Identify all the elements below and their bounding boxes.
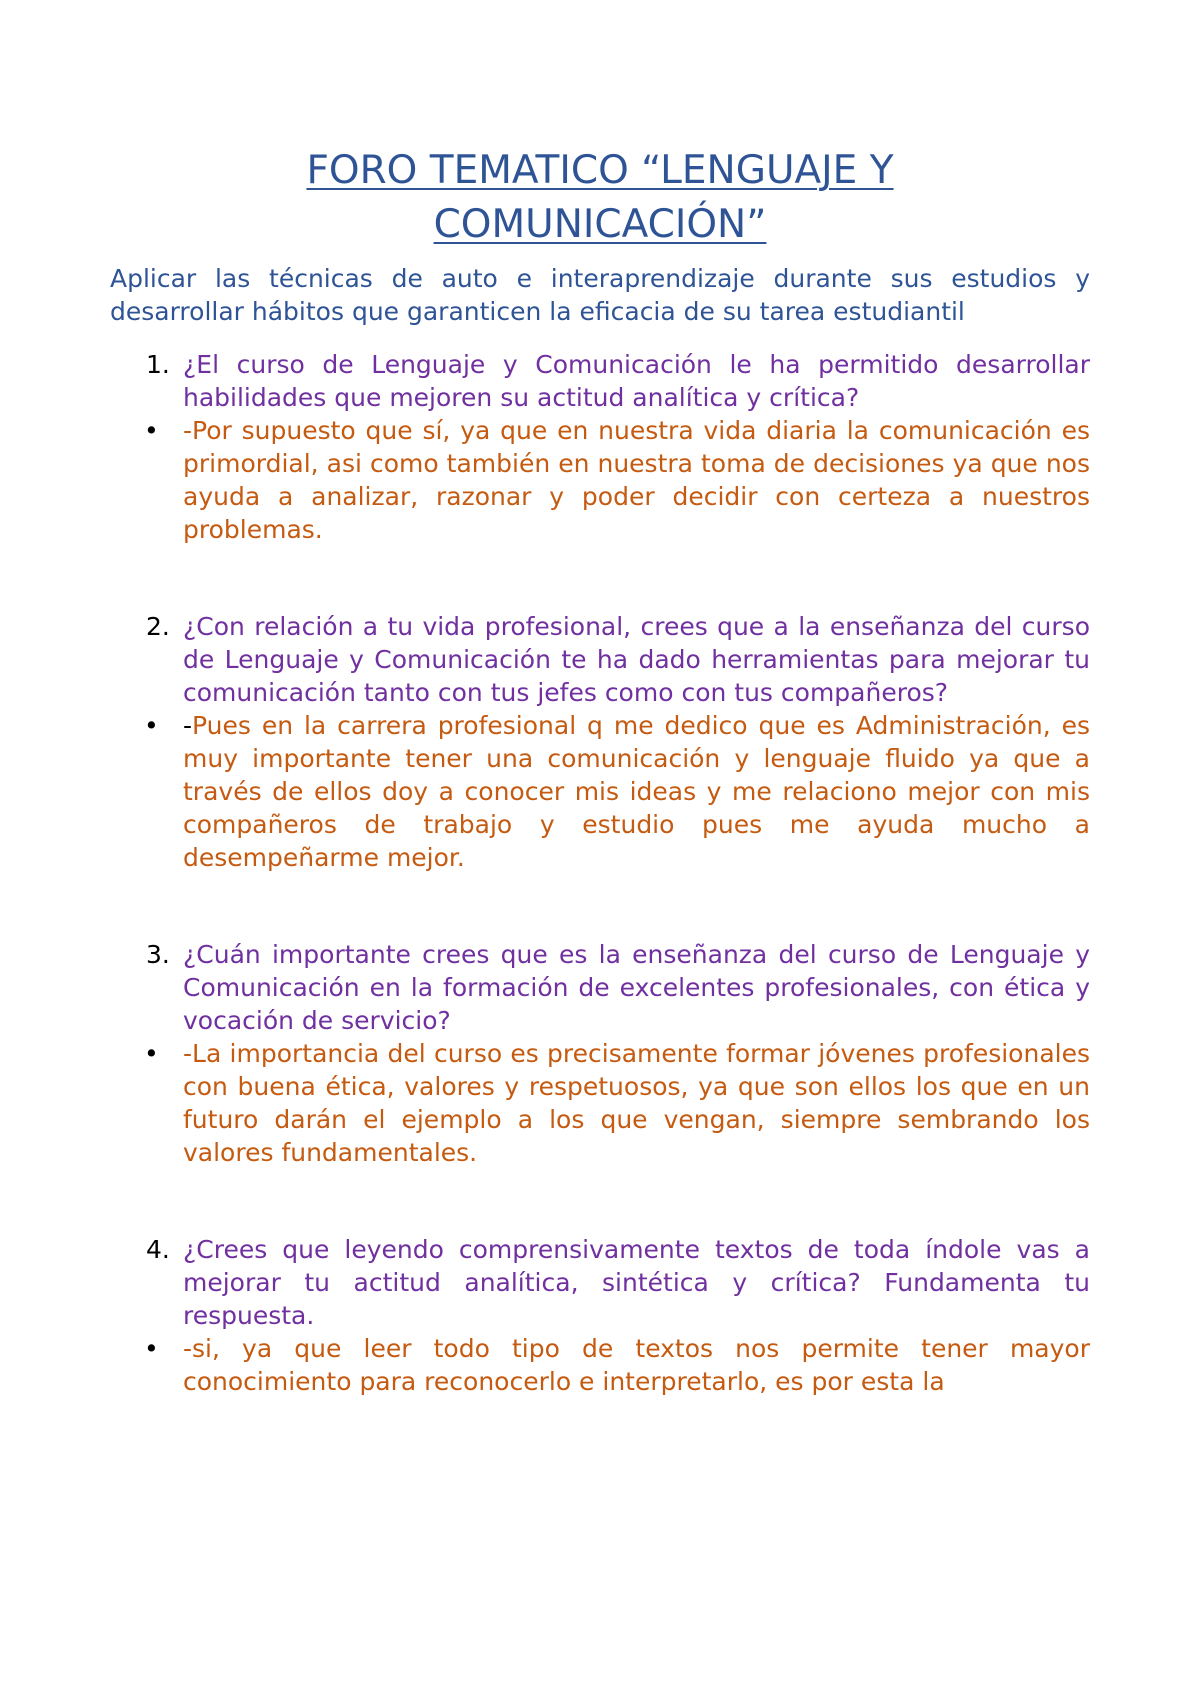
qa-item-1	[110, 348, 1090, 546]
question-1	[110, 348, 1090, 414]
question-3	[110, 938, 1090, 1037]
title-line-1: FORO TEMATICO “LENGUAJE Y	[306, 148, 894, 193]
bullet-icon: •	[144, 1334, 159, 1363]
question-text: ¿El curso de Lenguaje y Comunicación le ha permitido desarrollar habilidades que mejoren su actitud analítica y crítica?	[183, 350, 1090, 412]
question-2	[110, 610, 1090, 709]
bullet-icon: •	[144, 1039, 159, 1068]
answer-2	[110, 709, 1090, 874]
bullet-icon: •	[144, 416, 159, 445]
answer-4	[110, 1332, 1090, 1398]
bullet-icon: •	[144, 711, 159, 740]
answer-prefix: -	[183, 711, 193, 740]
answer-1	[110, 414, 1090, 546]
question-number: 2.	[146, 612, 170, 641]
question-text: ¿Crees que leyendo comprensivamente textos de toda índole vas a mejorar tu actitud analítica, sintética y crítica? Fundamenta tu respuesta.	[183, 1235, 1090, 1330]
document-title	[110, 0, 1090, 252]
answer-text: -Por supuesto que sí, ya que en nuestra vida diaria la comunicación es primordial, asi como también en nuestra toma de decisiones ya que nos ayuda a analizar, razonar y poder decidir con certeza a nuestros problemas.	[183, 416, 1090, 544]
title-line-2: COMUNICACIÓN”	[433, 202, 767, 247]
qa-item-2	[110, 610, 1090, 874]
answer-text: -si, ya que leer todo tipo de textos nos permite tener mayor conocimiento para reconocerlo e interpretarlo, es por esta la	[183, 1334, 1090, 1396]
question-4	[110, 1233, 1090, 1332]
qa-item-4	[110, 1233, 1090, 1398]
question-text: ¿Con relación a tu vida profesional, crees que a la enseñanza del curso de Lenguaje y Comunicación te ha dado herramientas para mejorar tu comunicación tanto con tus jefes como con tus compañeros?	[183, 612, 1090, 707]
question-number: 4.	[146, 1235, 170, 1264]
question-text: ¿Cuán importante crees que es la enseñanza del curso de Lenguaje y Comunicación en la formación de excelentes profesionales, con ética y vocación de servicio?	[183, 940, 1090, 1035]
question-number: 1.	[146, 350, 170, 379]
intro-paragraph: Aplicar las técnicas de auto e interaprendizaje durante sus estudios y desarrollar hábitos que garanticen la eficacia de su tarea estudiantil	[110, 264, 1090, 326]
qa-item-3	[110, 938, 1090, 1169]
answer-text: -La importancia del curso es precisamente formar jóvenes profesionales con buena ética, valores y respetuosos, ya que son ellos los que en un futuro darán el ejemplo a los que vengan, siempre sembrando los valores fundamentales.	[183, 1039, 1090, 1167]
answer-text: Pues en la carrera profesional q me dedico que es Administración, es muy importante tener una comunicación y lenguaje fluido ya que a través de ellos doy a conocer mis ideas y me relaciono mejor con mis compañeros de trabajo y estudio pues me ayuda mucho a desempeñarme mejor.	[183, 711, 1090, 872]
answer-3	[110, 1037, 1090, 1169]
question-number: 3.	[146, 940, 170, 969]
